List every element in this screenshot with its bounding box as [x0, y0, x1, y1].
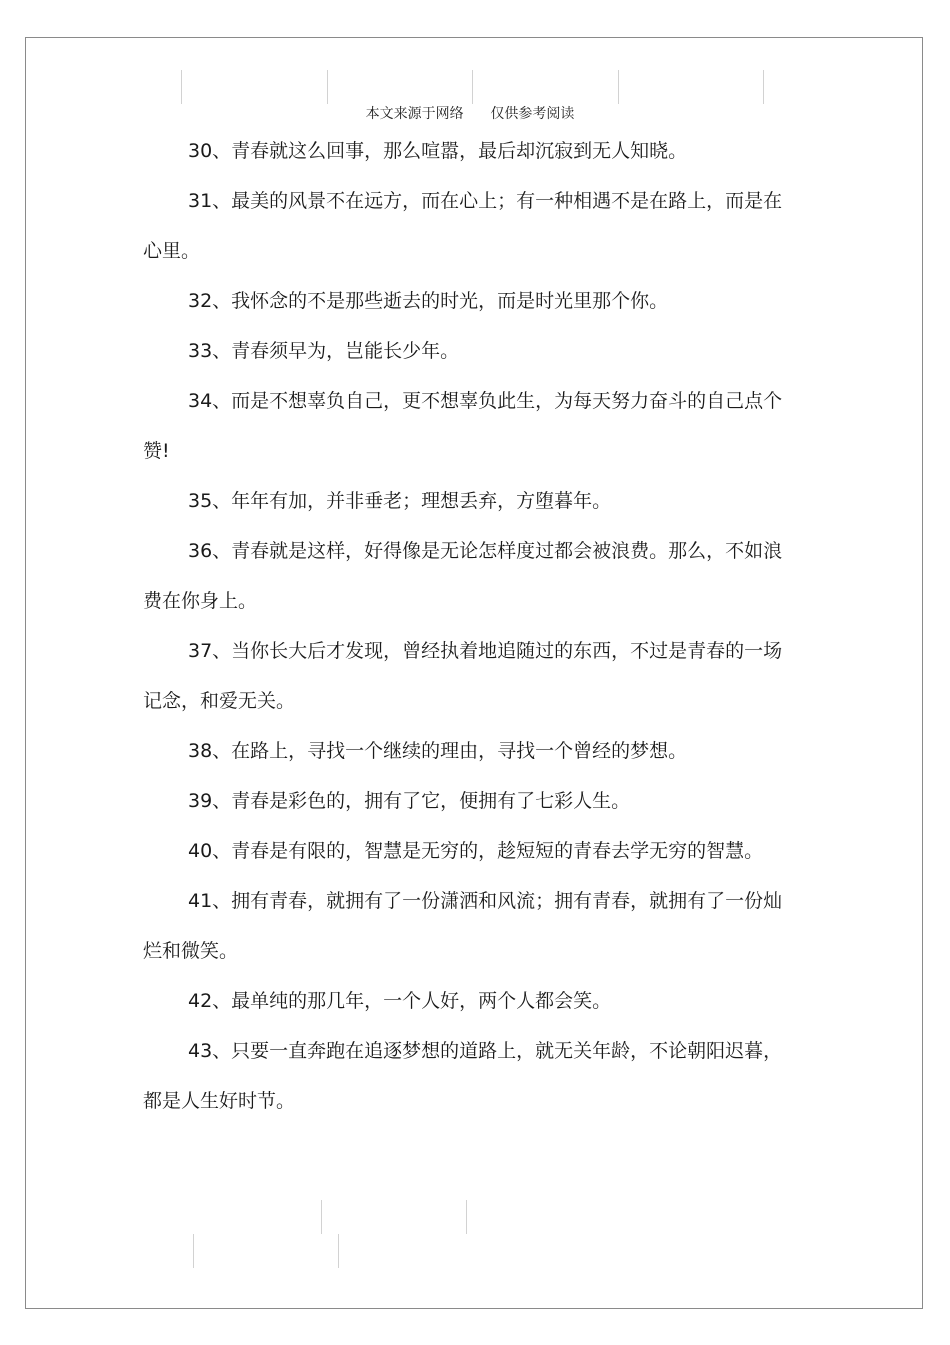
document-body	[143, 126, 783, 1126]
quote-paragraph: 36、青春就是这样，好得像是无论怎样度过都会被浪费。那么，不如浪费在你身上。	[143, 540, 783, 612]
quote-paragraph: 41、拥有青春，就拥有了一份潇洒和风流；拥有青春，就拥有了一份灿烂和微笑。	[143, 890, 783, 962]
header-tick	[618, 70, 619, 104]
quote-paragraph: 39、青春是彩色的，拥有了它，便拥有了七彩人生。	[188, 790, 631, 812]
quote-paragraph: 31、最美的风景不在远方，而在心上；有一种相遇不是在路上，而是在心里。	[143, 190, 783, 262]
source-note: 本文来源于网络 仅供参考阅读	[365, 106, 575, 122]
quote-paragraph: 33、青春须早为，岂能长少年。	[188, 340, 460, 362]
quote-paragraph: 32、我怀念的不是那些逝去的时光，而是时光里那个你。	[188, 290, 669, 312]
footer-tick	[193, 1234, 194, 1268]
quote-paragraph: 38、在路上，寻找一个继续的理由，寻找一个曾经的梦想。	[188, 740, 688, 762]
footer-tick	[338, 1234, 339, 1268]
footer-tick	[466, 1200, 467, 1234]
quote-paragraph: 40、青春是有限的，智慧是无穷的，趁短短的青春去学无穷的智慧。	[188, 840, 764, 862]
quote-paragraph: 35、年年有加，并非垂老；理想丢弃，方堕暮年。	[188, 490, 612, 512]
quote-paragraph: 30、青春就这么回事，那么喧嚣，最后却沉寂到无人知晓。	[188, 140, 688, 162]
header-tick	[472, 70, 473, 104]
quote-paragraph: 34、而是不想辜负自己，更不想辜负此生，为每天努力奋斗的自己点个赞!	[143, 390, 783, 462]
quote-paragraph: 42、最单纯的那几年，一个人好，两个人都会笑。	[188, 990, 612, 1012]
header-tick	[181, 70, 182, 104]
header-tick	[763, 70, 764, 104]
quote-paragraph: 37、当你长大后才发现，曾经执着地追随过的东西，不过是青春的一场记念，和爱无关。	[143, 640, 783, 712]
quote-paragraph: 43、只要一直奔跑在追逐梦想的道路上，就无关年龄，不论朝阳迟暮，都是人生好时节。	[143, 1040, 783, 1112]
header-tick	[327, 70, 328, 104]
footer-tick	[321, 1200, 322, 1234]
